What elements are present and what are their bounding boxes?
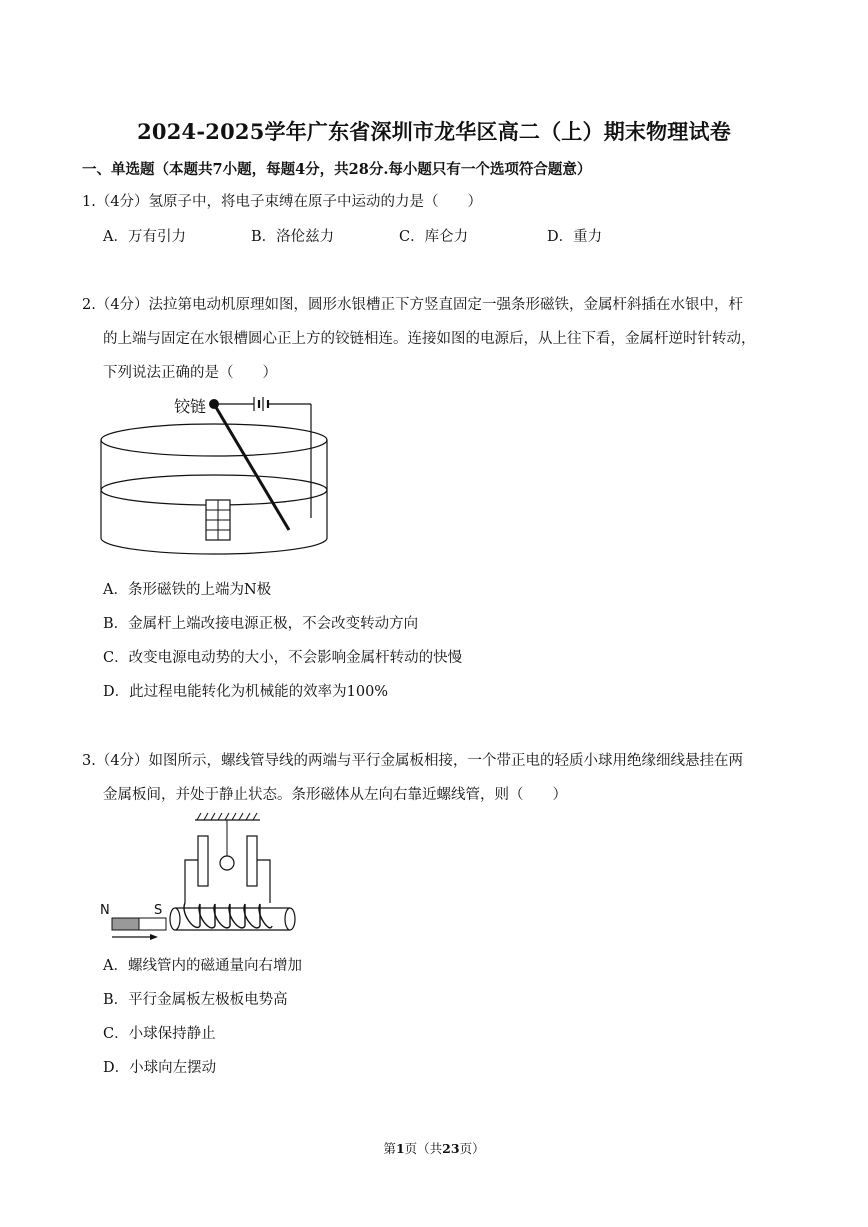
q1-option-b: B．洛伦兹力 [251, 229, 335, 245]
q3-option-a: A．螺线管内的磁通量向右增加 [103, 958, 302, 974]
q3-magnet-n-label: N [100, 903, 110, 918]
q1-option-d: D．重力 [547, 229, 603, 245]
q2-option-c: C．改变电源电动势的大小，不会影响金属杆转动的快慢 [103, 650, 463, 666]
q2-option-d: D．此过程电能转化为机械能的效率为100% [103, 684, 389, 700]
page-footer [0, 1139, 868, 1157]
footer-page-number: 1 [395, 1141, 405, 1156]
q1-options [103, 225, 695, 246]
q2-option-a: A．条形磁铁的上端为N极 [103, 582, 272, 598]
footer-total-pages: 23 [442, 1141, 460, 1156]
q1-option-a: A．万有引力 [103, 229, 186, 245]
q3-stem-line1: 3.（4分）如图所示，螺线管导线的两端与平行金属板相接，一个带正电的轻质小球用绝缘细线悬挂在两 [82, 753, 744, 769]
footer-suffix: 页） [459, 1141, 485, 1156]
section-heading: 一、单选题（本题共7小题，每题4分，共28分.每小题只有一个选项符合题意） [82, 161, 592, 178]
q3-magnet-s-label: S [154, 903, 163, 918]
q2-stem-line1: 2.（4分）法拉第电动机原理如图，圆形水银槽正下方竖直固定一强条形磁铁，金属杆斜插在水银中，杆 [82, 297, 744, 313]
q1-stem: 1.（4分）氢原子中，将电子束缚在原子中运动的力是（ ） [82, 194, 483, 210]
q3-option-b: B．平行金属板左极板电势高 [103, 992, 288, 1008]
q2-hinge-dot [209, 399, 219, 409]
q3-stem-line2: 金属板间，并处于静止状态。条形磁体从左向右靠近螺线管，则（ ） [103, 787, 567, 803]
q2-stem-line2: 的上端与固定在水银槽圆心正上方的铰链相连。连接如图的电源后，从上往下看，金属杆逆时针转动， [103, 331, 756, 347]
q3-option-c: C．小球保持静止 [103, 1026, 216, 1042]
q2-figure-hinge-label: 铰链 [174, 397, 207, 416]
q2-stem-line3: 下列说法正确的是（ ） [103, 365, 277, 381]
footer-mid: 页（共 [404, 1141, 443, 1156]
footer-prefix: 第 [383, 1141, 396, 1156]
exam-title: 2024-2025学年广东省深圳市龙华区高二（上）期末物理试卷 [137, 119, 731, 144]
q2-option-b: B．金属杆上端改接电源正极，不会改变转动方向 [103, 616, 419, 632]
q3-figure-solenoid [100, 808, 310, 948]
q1-option-c: C．库仑力 [399, 229, 469, 245]
q3-option-d: D．小球向左摆动 [103, 1060, 217, 1076]
q2-figure-faraday-motor [96, 390, 336, 562]
